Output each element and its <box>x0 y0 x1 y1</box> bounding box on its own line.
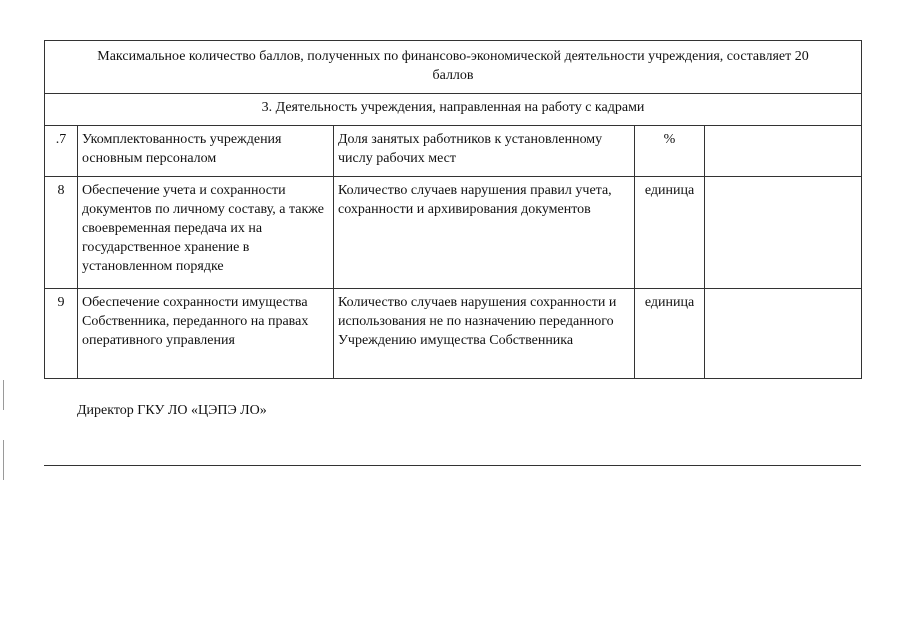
director-signature-line: Директор ГКУ ЛО «ЦЭПЭ ЛО» <box>77 403 267 418</box>
criterion-text: Доля занятых работников к установленному числу рабочих мест <box>338 132 603 166</box>
row-number-cell <box>45 289 78 379</box>
section-title: 3. Деятельность учреждения, направленная на работу с кадрами <box>261 100 645 115</box>
row-number: 8 <box>57 183 65 198</box>
value-cell <box>705 289 862 379</box>
value-cell <box>705 177 862 289</box>
criterion-text: Количество случаев нарушения правил учета, сохранности и архивирования документов <box>338 183 612 217</box>
unit-cell <box>635 289 705 379</box>
row-number: .7 <box>55 132 67 147</box>
table-row <box>45 289 862 379</box>
summary-row <box>45 41 862 94</box>
scan-artifact-mark <box>3 380 4 410</box>
table-row <box>45 177 862 289</box>
row-number-cell <box>45 126 78 177</box>
unit-cell <box>635 126 705 177</box>
indicator-cell <box>78 177 334 289</box>
criterion-cell <box>334 289 635 379</box>
indicator-cell <box>78 126 334 177</box>
summary-cell <box>45 41 862 94</box>
summary-text: Максимальное количество баллов, полученных по финансово-экономической деятельности учреждения, составляет 20 баллов <box>97 49 809 83</box>
bottom-divider <box>44 465 861 466</box>
value-cell <box>705 126 862 177</box>
criterion-text: Количество случаев нарушения сохранности и использования не по назначению переданного Учреждению имущества Собственника <box>338 295 617 348</box>
row-number: 9 <box>57 295 65 310</box>
indicator-cell <box>78 289 334 379</box>
value-text <box>705 289 861 295</box>
unit-cell <box>635 177 705 289</box>
indicator-text: Укомплектованность учреждения основным персоналом <box>82 132 282 166</box>
indicator-text: Обеспечение сохранности имущества Собственника, переданного на правах оперативного управления <box>82 295 309 348</box>
table-row <box>45 126 862 177</box>
indicator-text: Обеспечение учета и сохранности документов по личному составу, а также своевременная передача их на государственное хранение в установленном порядке <box>82 183 324 274</box>
criterion-cell <box>334 126 635 177</box>
value-text <box>705 126 861 132</box>
row-number-cell <box>45 177 78 289</box>
criteria-table <box>44 40 862 379</box>
value-text <box>705 177 861 183</box>
unit-text: единица <box>644 295 695 310</box>
unit-text: единица <box>644 183 695 198</box>
section-header-row <box>45 94 862 126</box>
section-header-cell <box>45 94 862 126</box>
unit-text: % <box>663 132 676 147</box>
criterion-cell <box>334 177 635 289</box>
scan-artifact-mark <box>3 440 4 480</box>
